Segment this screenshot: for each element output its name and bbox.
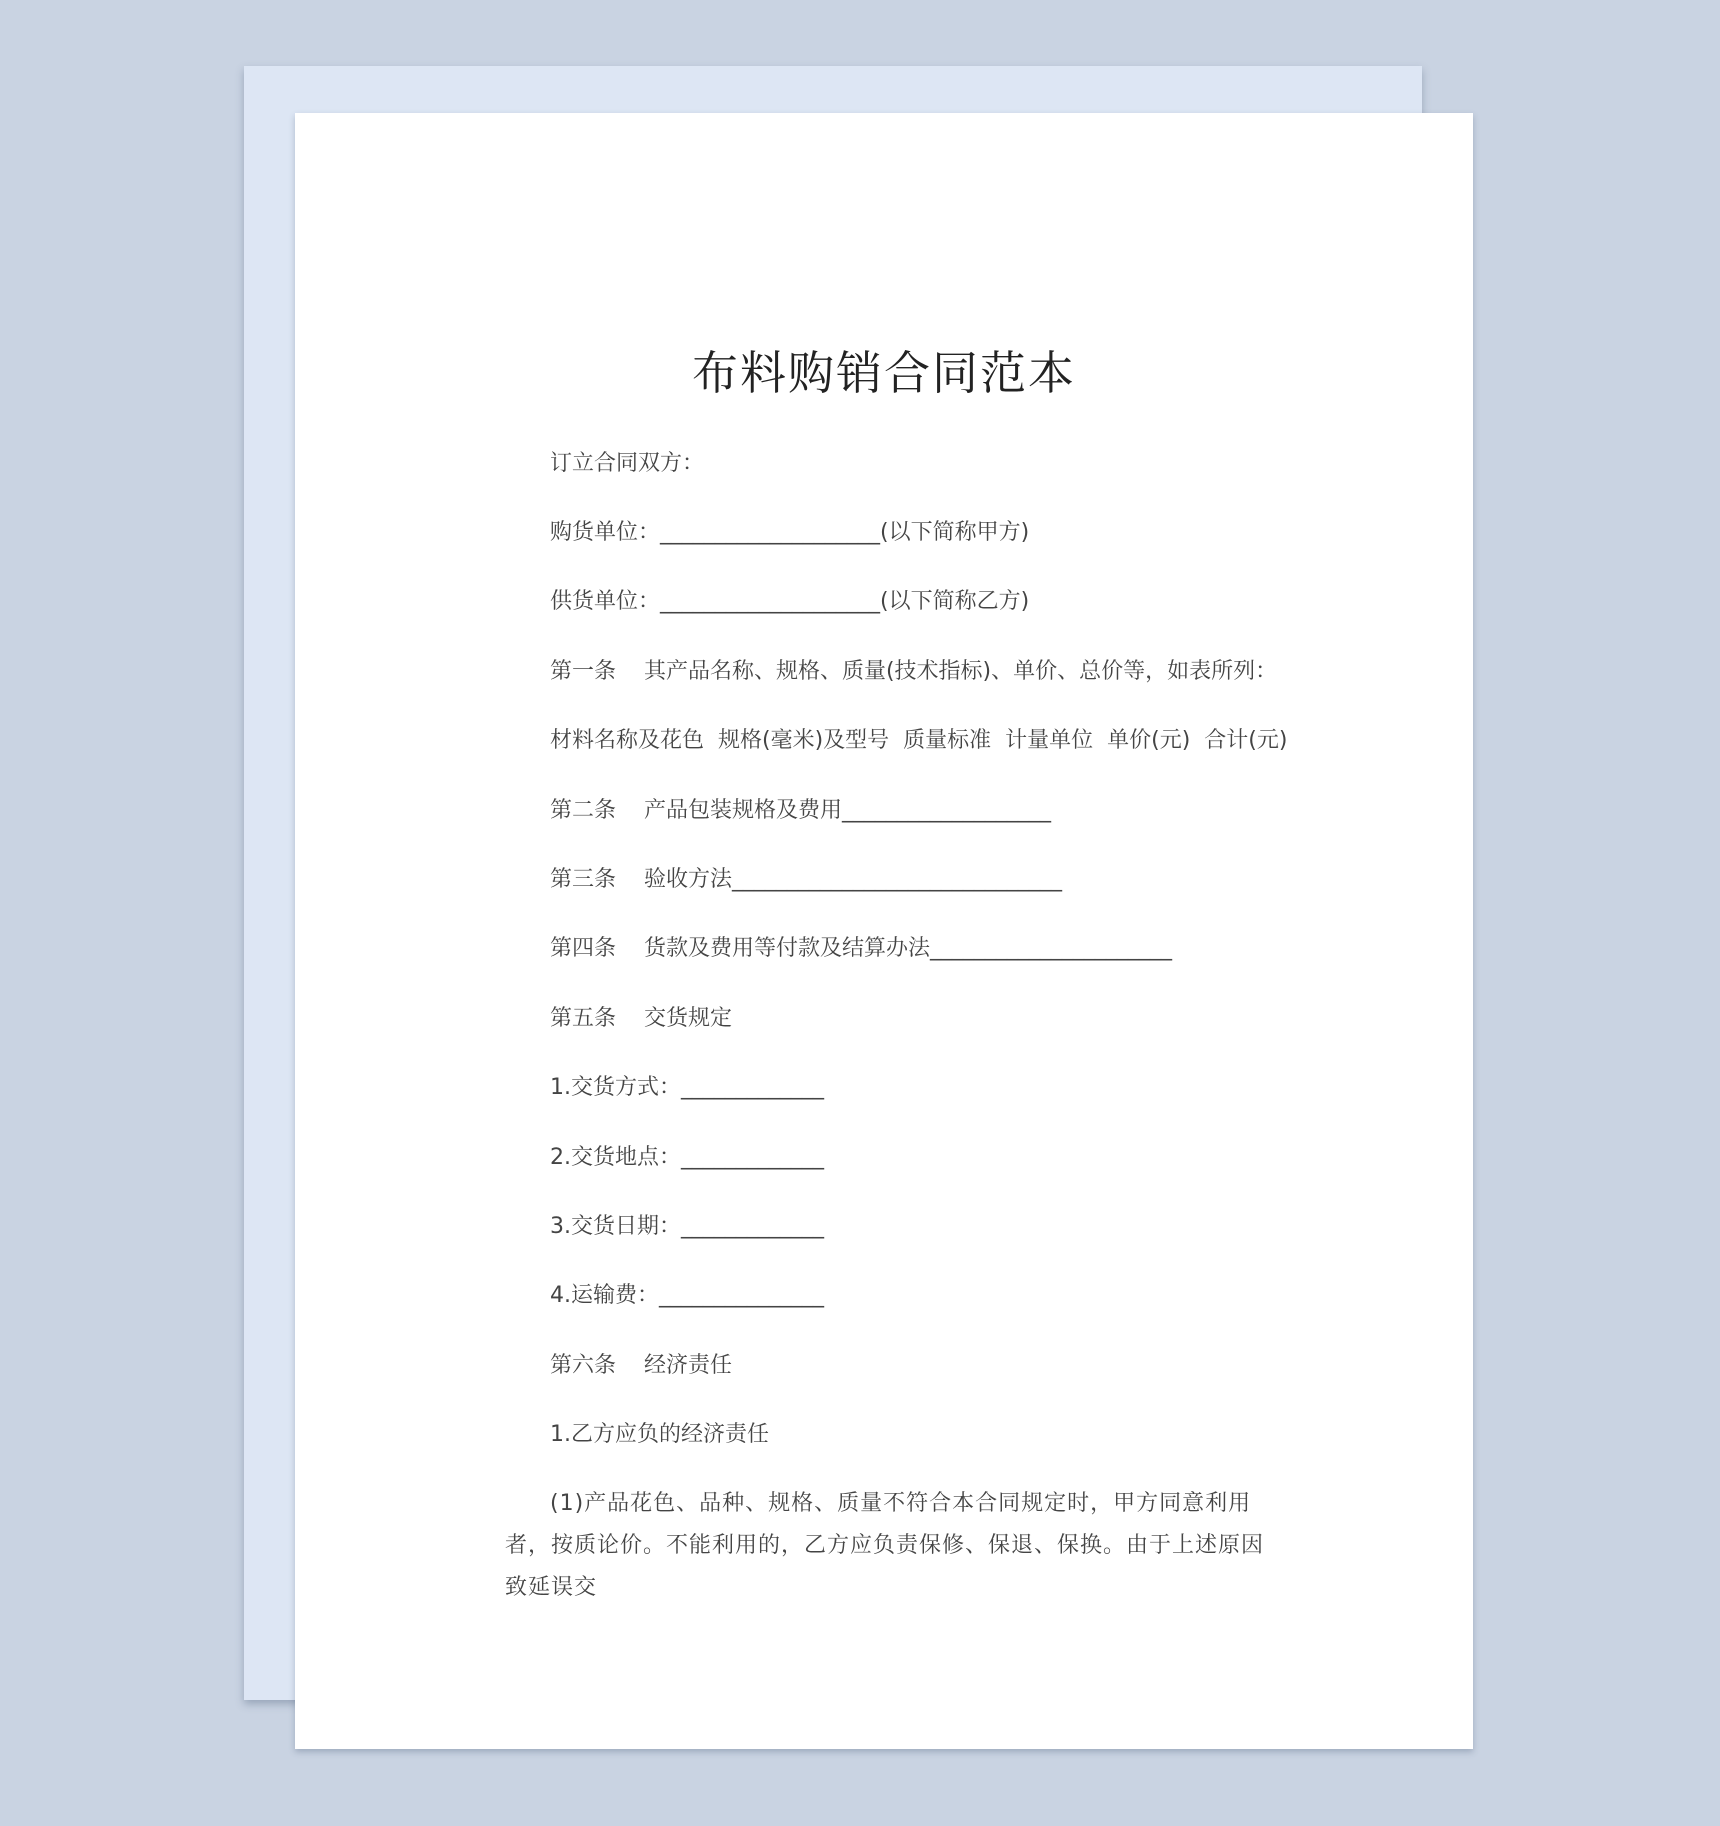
document-title: 布料购销合同范本 [692,346,1076,400]
document-page [295,113,1473,1749]
line-article-1: 第一条 其产品名称、规格、质量(技术指标)、单价、总价等，如表所列： [550,659,1278,684]
line-article-5: 第五条 交货规定 [550,1006,732,1031]
line-party-b-liability: 1.乙方应负的经济责任 [550,1422,769,1447]
line-contract-parties: 订立合同双方： [550,451,705,476]
line-delivery-method: 1.交货方式：_____________ [550,1075,824,1100]
line-supplier: 供货单位：____________________(以下简称乙方) [550,589,1030,614]
line-delivery-date: 3.交货日期：_____________ [550,1214,824,1239]
line-article-2: 第二条 产品包装规格及费用___________________ [550,798,1051,823]
line-delivery-location: 2.交货地点：_____________ [550,1145,824,1170]
paragraph-liability-1: (1)产品花色、品种、规格、质量不符合本合同规定时，甲方同意利用者，按质论价。不能利用的，乙方应负责保修、保退、保换。由于上述原因致延误交 [505,1491,1265,1600]
line-article-4: 第四条 货款及费用等付款及结算办法______________________ [550,936,1172,961]
line-transport-fee: 4.运输费：_______________ [550,1283,824,1308]
line-buyer: 购货单位：____________________(以下简称甲方) [550,520,1030,545]
line-article-3: 第三条 验收方法______________________________ [550,867,1062,892]
line-article-6: 第六条 经济责任 [550,1353,732,1378]
line-table-header: 材料名称及花色 规格(毫米)及型号 质量标准 计量单位 单价(元) 合计(元) [550,728,1288,753]
